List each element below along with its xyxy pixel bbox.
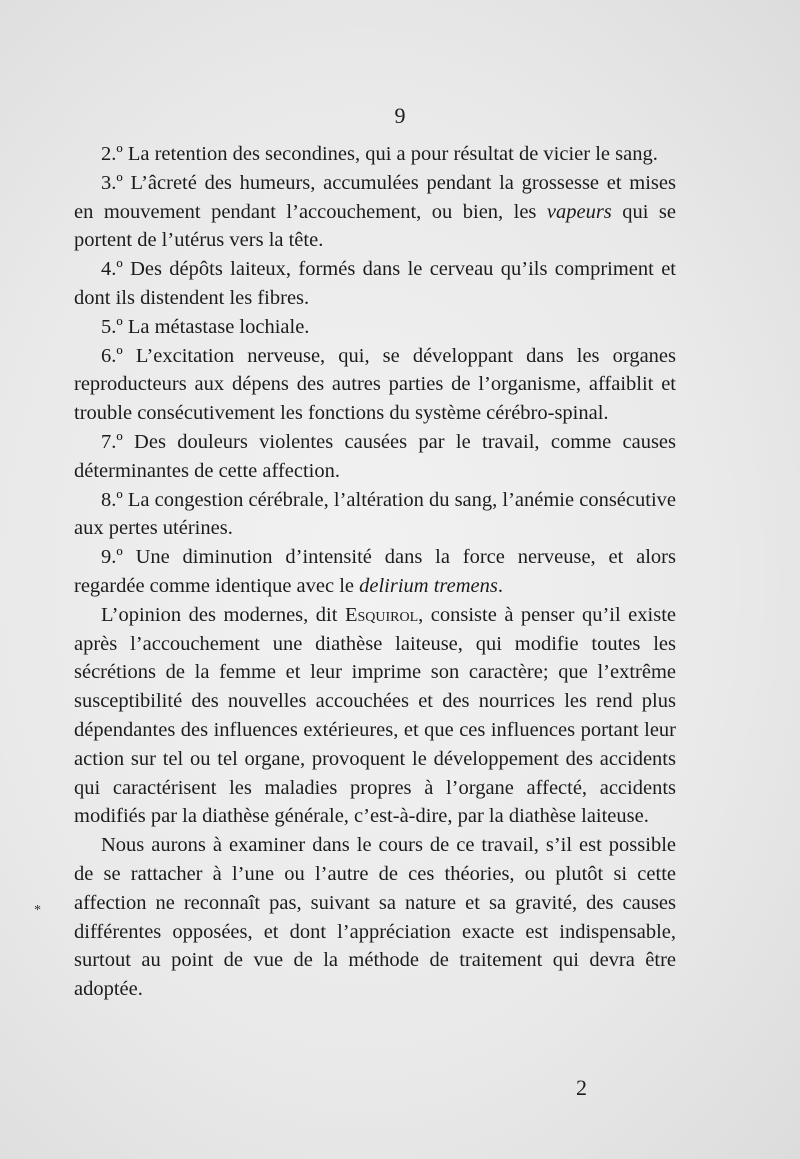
item-text: Des douleurs violentes causées par le travail, comme causes déterminantes de cette affection. (74, 430, 676, 482)
item-text: L’âcreté des humeurs, accumulées pendant la grossesse et mises en mouvement pendant l’accouchement, ou bien, les (74, 171, 676, 223)
cause-paragraph-9 (74, 543, 676, 601)
item-text: Une diminution d’intensité dans la force nerveuse, et alors regardée comme identique avec le (74, 546, 676, 597)
closing-paragraph: Nous aurons à examiner dans le cours de ce travail, s’il est possible de se rattacher à l’une ou l’autre de ces théories, ou plutôt si cette affection ne reconnaît pas, suivant sa nature et sa gravité, des causes différentes opposées, et dont l’appréciation exacte est indispensable, surtout au point de vue de la méthode de traitement qui devra être adoptée. (74, 834, 676, 1001)
cause-paragraph-4 (74, 255, 676, 313)
cause-paragraph-3 (74, 169, 676, 255)
item-number: 9.º (101, 546, 123, 569)
item-number: 5.º (101, 315, 123, 338)
item-text: Des dépôts laiteux, formés dans le cerveau qu’ils compriment et dont ils distendent les fibres. (74, 258, 676, 309)
margin-mark: * (34, 903, 41, 918)
item-number: 6.º (101, 344, 123, 367)
item-text-continued: qui se portent de l’utérus vers la tête. (74, 200, 676, 252)
cause-paragraph-6 (74, 342, 676, 428)
cause-paragraph-5 (74, 313, 676, 342)
item-text: La retention des secondines, qui a pour résultat de vicier le sang. (122, 143, 658, 165)
item-number: 4.º (101, 258, 123, 281)
cause-paragraph-8 (74, 486, 676, 544)
signature-mark: 2 (576, 1075, 587, 1100)
item-text-continued: . (497, 574, 504, 597)
opinion-text-after: , consiste à penser qu’il existe après l’accouchement une diathèse laiteuse, qui modifie toutes les sécrétions de la femme et leur imprime son caractère; que l’extrême susceptibilité des nouvelles accouchées et des nourrices les rend plus dépendantes des influences extérieures, et que ces influences portant leur action sur tel ou tel organe, provoquent le développement des accidents qui caractérisent les maladies propres à l’organe affecté, accidents modifiés par la diathèse générale, c’est-à-dire, par la diathèse laiteuse. (74, 603, 676, 828)
item-text: La métastase lochiale. (122, 315, 310, 338)
item-number: 8.º (101, 488, 123, 511)
item-number: 7.º (101, 430, 123, 453)
item-emphasis: vapeurs (546, 200, 612, 223)
body-text (74, 140, 676, 1004)
item-number: 3.º (101, 171, 123, 194)
opinion-paragraph (74, 601, 676, 831)
author-name: Esquirol (344, 603, 419, 626)
opinion-text-before: L’opinion des modernes, dit (101, 603, 345, 626)
page-number: 9 (394, 103, 406, 128)
item-number: 2.º (101, 143, 123, 165)
cause-paragraph-2 (74, 140, 676, 169)
item-text: La congestion cérébrale, l’altération du sang, l’anémie consécutive aux pertes utérines. (74, 488, 676, 540)
cause-paragraph-7 (74, 428, 676, 486)
item-text: L’excitation nerveuse, qui, se développant dans les organes reproducteurs aux dépens des autres parties de l’organisme, affaiblit et trouble consécutivement les fonctions du système cérébro-spinal. (74, 344, 676, 425)
item-emphasis: delirium tremens (359, 574, 498, 597)
